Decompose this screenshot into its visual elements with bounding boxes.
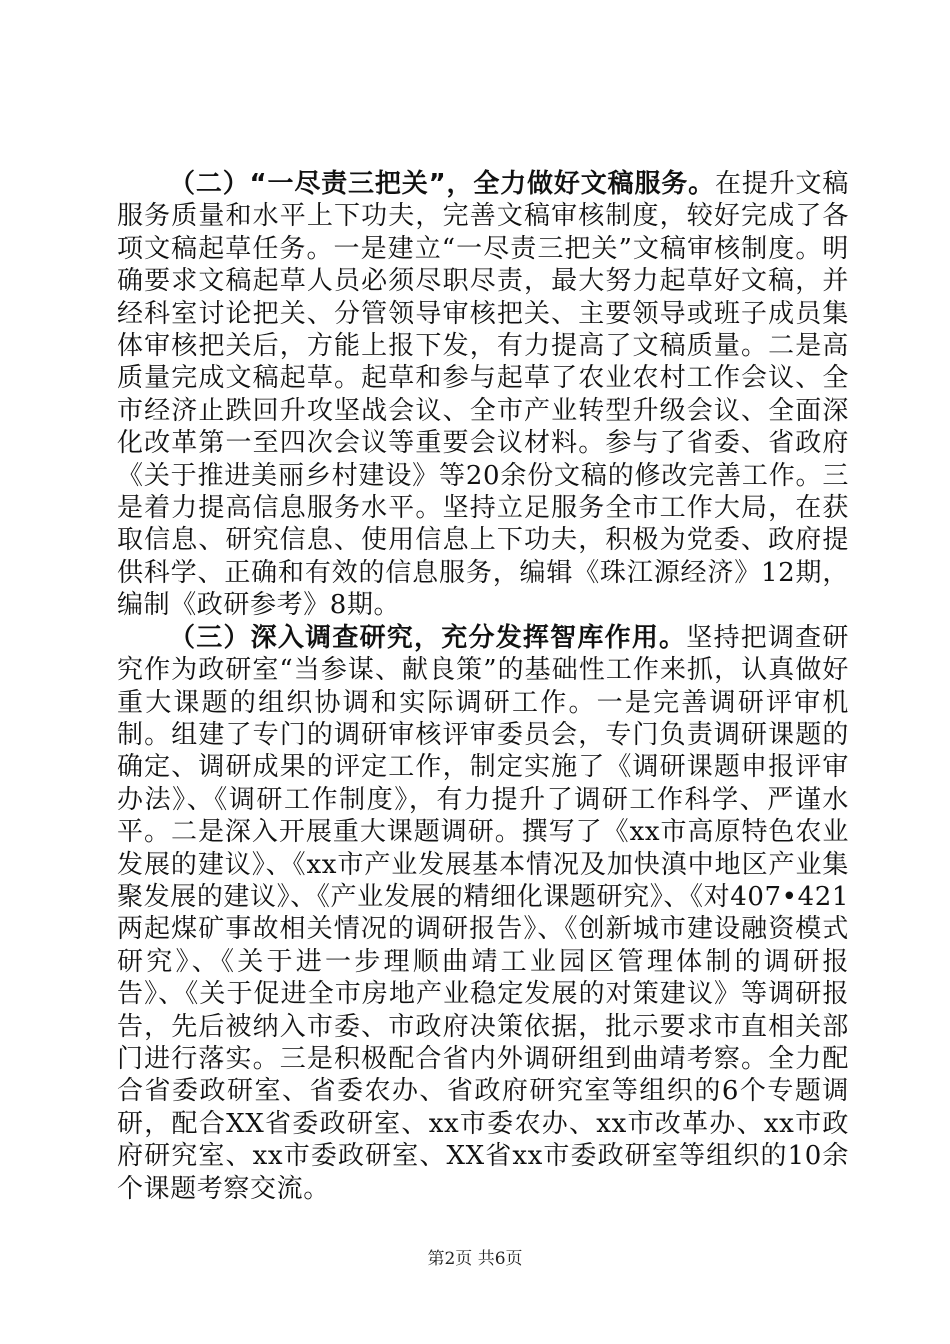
paragraph-document-service — [117, 168, 849, 622]
paragraph-heading: （二）“一尽责三把关”，全力做好文稿服务。 — [169, 169, 715, 199]
document-body — [117, 168, 849, 1205]
paragraph-research — [117, 622, 849, 1205]
paragraph-heading: （三）深入调查研究，充分发挥智库作用。 — [169, 622, 687, 653]
paragraph-text: 坚持把调查研究作为政研室“当参谋、献良策”的基础性工作来抓，认真做好重大课题的组织协调和实际调研工作。一是完善调研评审机制。组建了专门的调研审核评审委员会，专门负责调研课题的确定、调研成果的评定工作，制定实施了《调研课题申报评审办法》、《调研工作制度》，有力提升了调研工作科学、严谨水平。二是深入开展重大课题调研。撰写了《xx市高原特色农业发展的建议》、《xx市产业发展基本情况及加快滇中地区产业集聚发展的建议》、《产业发展的精细化课题研究》、《对407•421两起煤矿事故相关情况的调研报告》、《创新城市建设融资模式研究》、《关于进一步理顺曲靖工业园区管理体制的调研报告》、《关于促进全市房地产业稳定发展的对策建议》等调研报告，先后被纳入市委、市政府决策依据，批示要求市直相关部门进行落实。三是积极配合省内外调研组到曲靖考察。全力配合省委政研室、省委农办、省政府研究室等组织的6个专题调研，配合XX省委政研室、xx市委农办、xx市改革办、xx市政府研究室、xx市委政研室、XX省xx市委政研室等组织的10余个课题考察交流。 — [117, 622, 849, 1204]
page-number-footer: 第2页 共6页 — [427, 1249, 523, 1269]
paragraph-text: 在提升文稿服务质量和水平上下功夫，完善文稿审核制度，较好完成了各项文稿起草任务。一是建立“一尽责三把关”文稿审核制度。明确要求文稿起草人员必须尽职尽责，最大努力起草好文稿，并经科室讨论把关、分管领导审核把关、主要领导或班子成员集体审核把关后，方能上报下发，有力提高了文稿质量。二是高质量完成文稿起草。起草和参与起草了农业农村工作会议、全市经济止跌回升攻坚战会议、全市产业转型升级会议、全面深化改革第一至四次会议等重要会议材料。参与了省委、省政府《关于推进美丽乡村建设》等20余份文稿的修改完善工作。三是着力提高信息服务水平。坚持立足服务全市工作大局，在获取信息、研究信息、使用信息上下功夫，积极为党委、政府提供科学、正确和有效的信息服务，编辑《珠江源经济》12期，编制《政研参考》8期。 — [117, 169, 849, 621]
